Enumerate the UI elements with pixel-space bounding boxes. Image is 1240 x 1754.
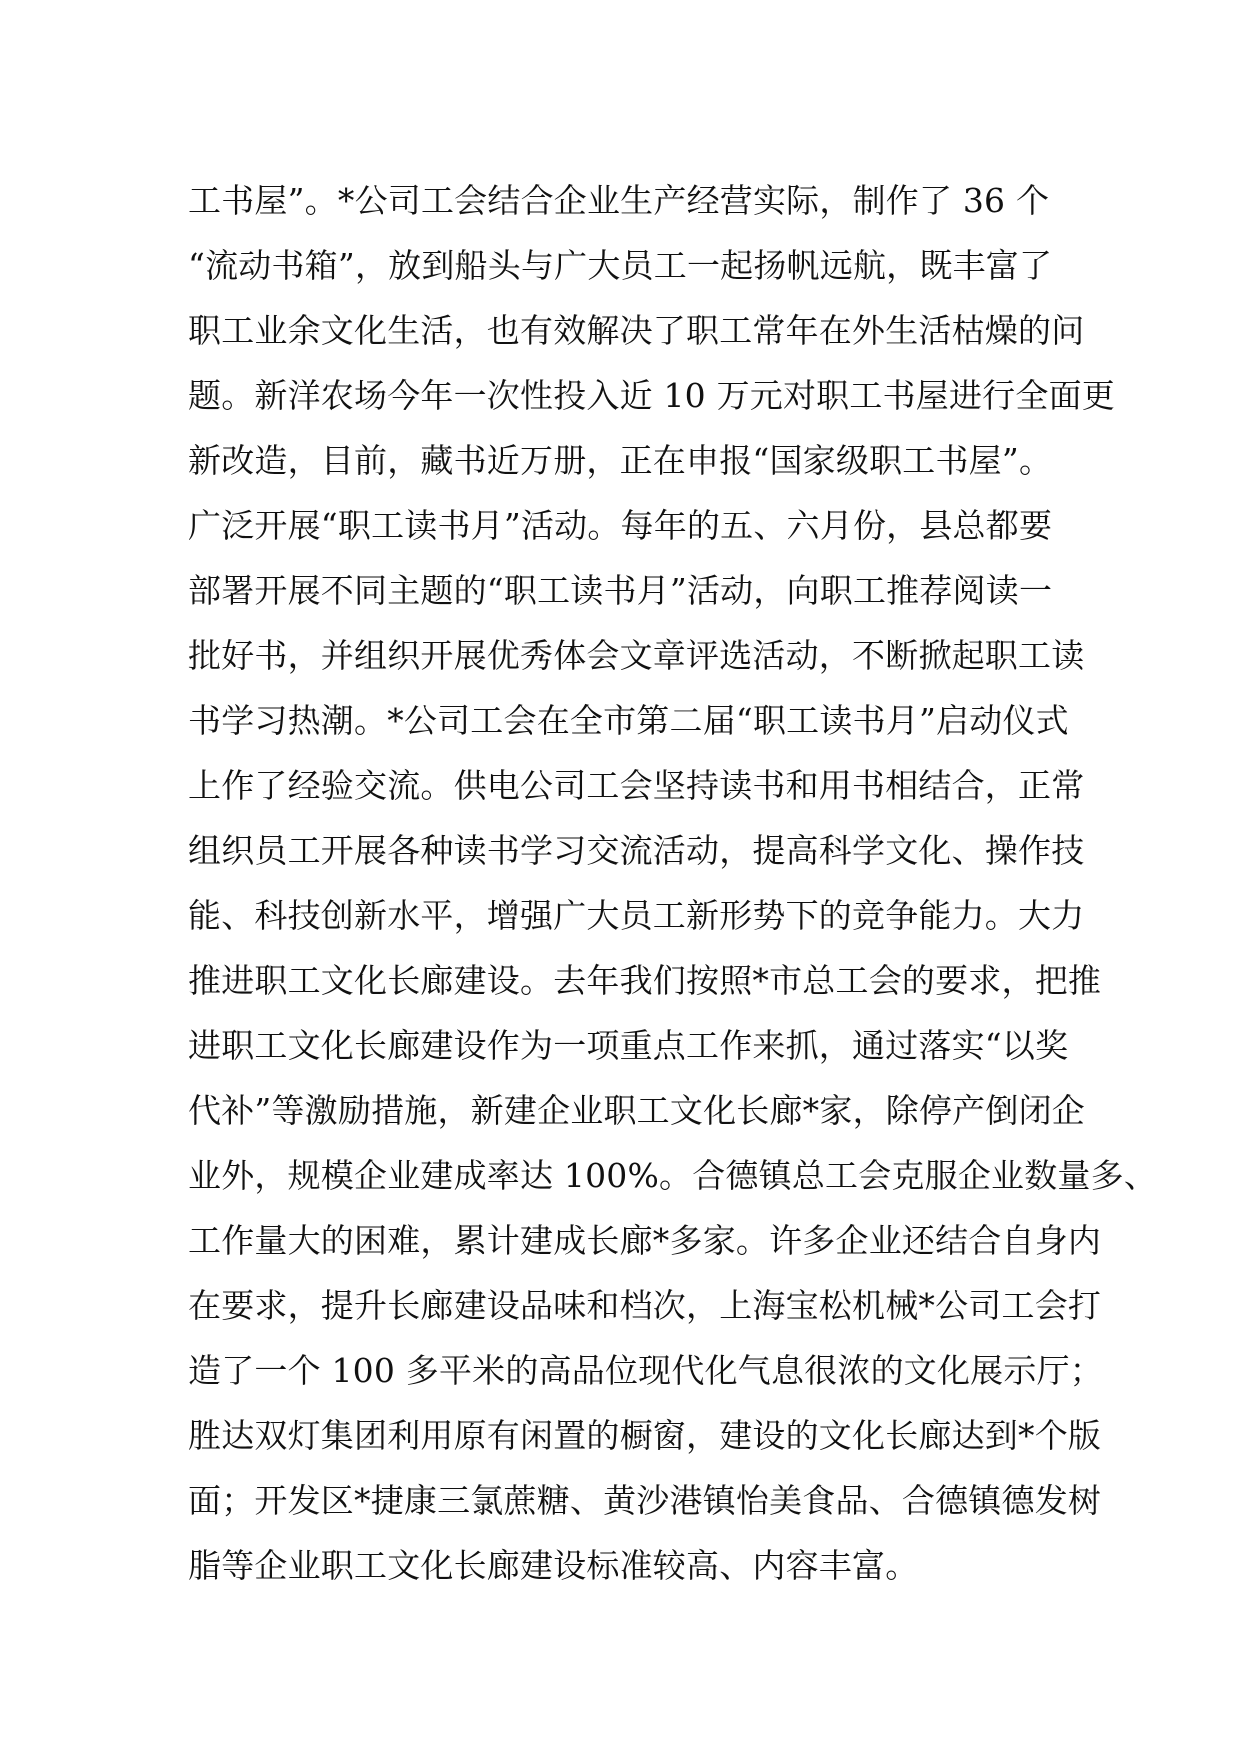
text-line: 批好书，并组织开展优秀体会文章评选活动，不断掀起职工读 xyxy=(188,636,1085,675)
text-line: 广泛开展“职工读书月”活动。每年的五、六月份，县总都要 xyxy=(188,506,1053,545)
text-line: 面；开发区*捷康三氯蔗糖、黄沙港镇怡美食品、合德镇德发树 xyxy=(188,1481,1102,1520)
text-line: 工作量大的困难，累计建成长廊*多家。许多企业还结合自身内 xyxy=(188,1221,1102,1260)
text-line: 书学习热潮。*公司工会在全市第二届“职工读书月”启动仪式 xyxy=(188,701,1069,740)
text-line: 工书屋”。*公司工会结合企业生产经营实际，制作了 36 个 xyxy=(188,181,1050,220)
text-line: 进职工文化长廊建设作为一项重点工作来抓，通过落实“以奖 xyxy=(188,1026,1069,1065)
text-line: 脂等企业职工文化长廊建设标准较高、内容丰富。 xyxy=(188,1546,919,1585)
text-line: 新改造，目前，藏书近万册，正在申报“国家级职工书屋”。 xyxy=(188,441,1053,480)
text-line: 能、科技创新水平，增强广大员工新形势下的竞争能力。大力 xyxy=(188,896,1085,935)
text-line: 部署开展不同主题的“职工读书月”活动，向职工推荐阅读一 xyxy=(188,571,1053,610)
text-line: 代补”等激励措施，新建企业职工文化长廊*家，除停产倒闭企 xyxy=(188,1091,1085,1130)
text-line: 题。新洋农场今年一次性投入近 10 万元对职工书屋进行全面更 xyxy=(188,376,1115,415)
text-line: 在要求，提升长廊建设品味和档次，上海宝松机械*公司工会打 xyxy=(188,1286,1102,1325)
text-line: 业外，规模企业建成率达 100%。合德镇总工会克服企业数量多、 xyxy=(188,1156,1158,1195)
text-line: 职工业余文化生活，也有效解决了职工常年在外生活枯燥的问 xyxy=(188,311,1085,350)
text-line: 造了一个 100 多平米的高品位现代化气息很浓的文化展示厅； xyxy=(188,1351,1103,1390)
text-line: 胜达双灯集团利用原有闲置的橱窗，建设的文化长廊达到*个版 xyxy=(188,1416,1102,1455)
body-paragraph xyxy=(188,168,1158,1598)
text-line: 上作了经验交流。供电公司工会坚持读书和用书相结合，正常 xyxy=(188,766,1085,805)
text-line: 推进职工文化长廊建设。去年我们按照*市总工会的要求，把推 xyxy=(188,961,1102,1000)
text-line: 组织员工开展各种读书学习交流活动，提高科学文化、操作技 xyxy=(188,831,1085,870)
text-line: “流动书箱”，放到船头与广大员工一起扬帆远航，既丰富了 xyxy=(188,246,1053,285)
